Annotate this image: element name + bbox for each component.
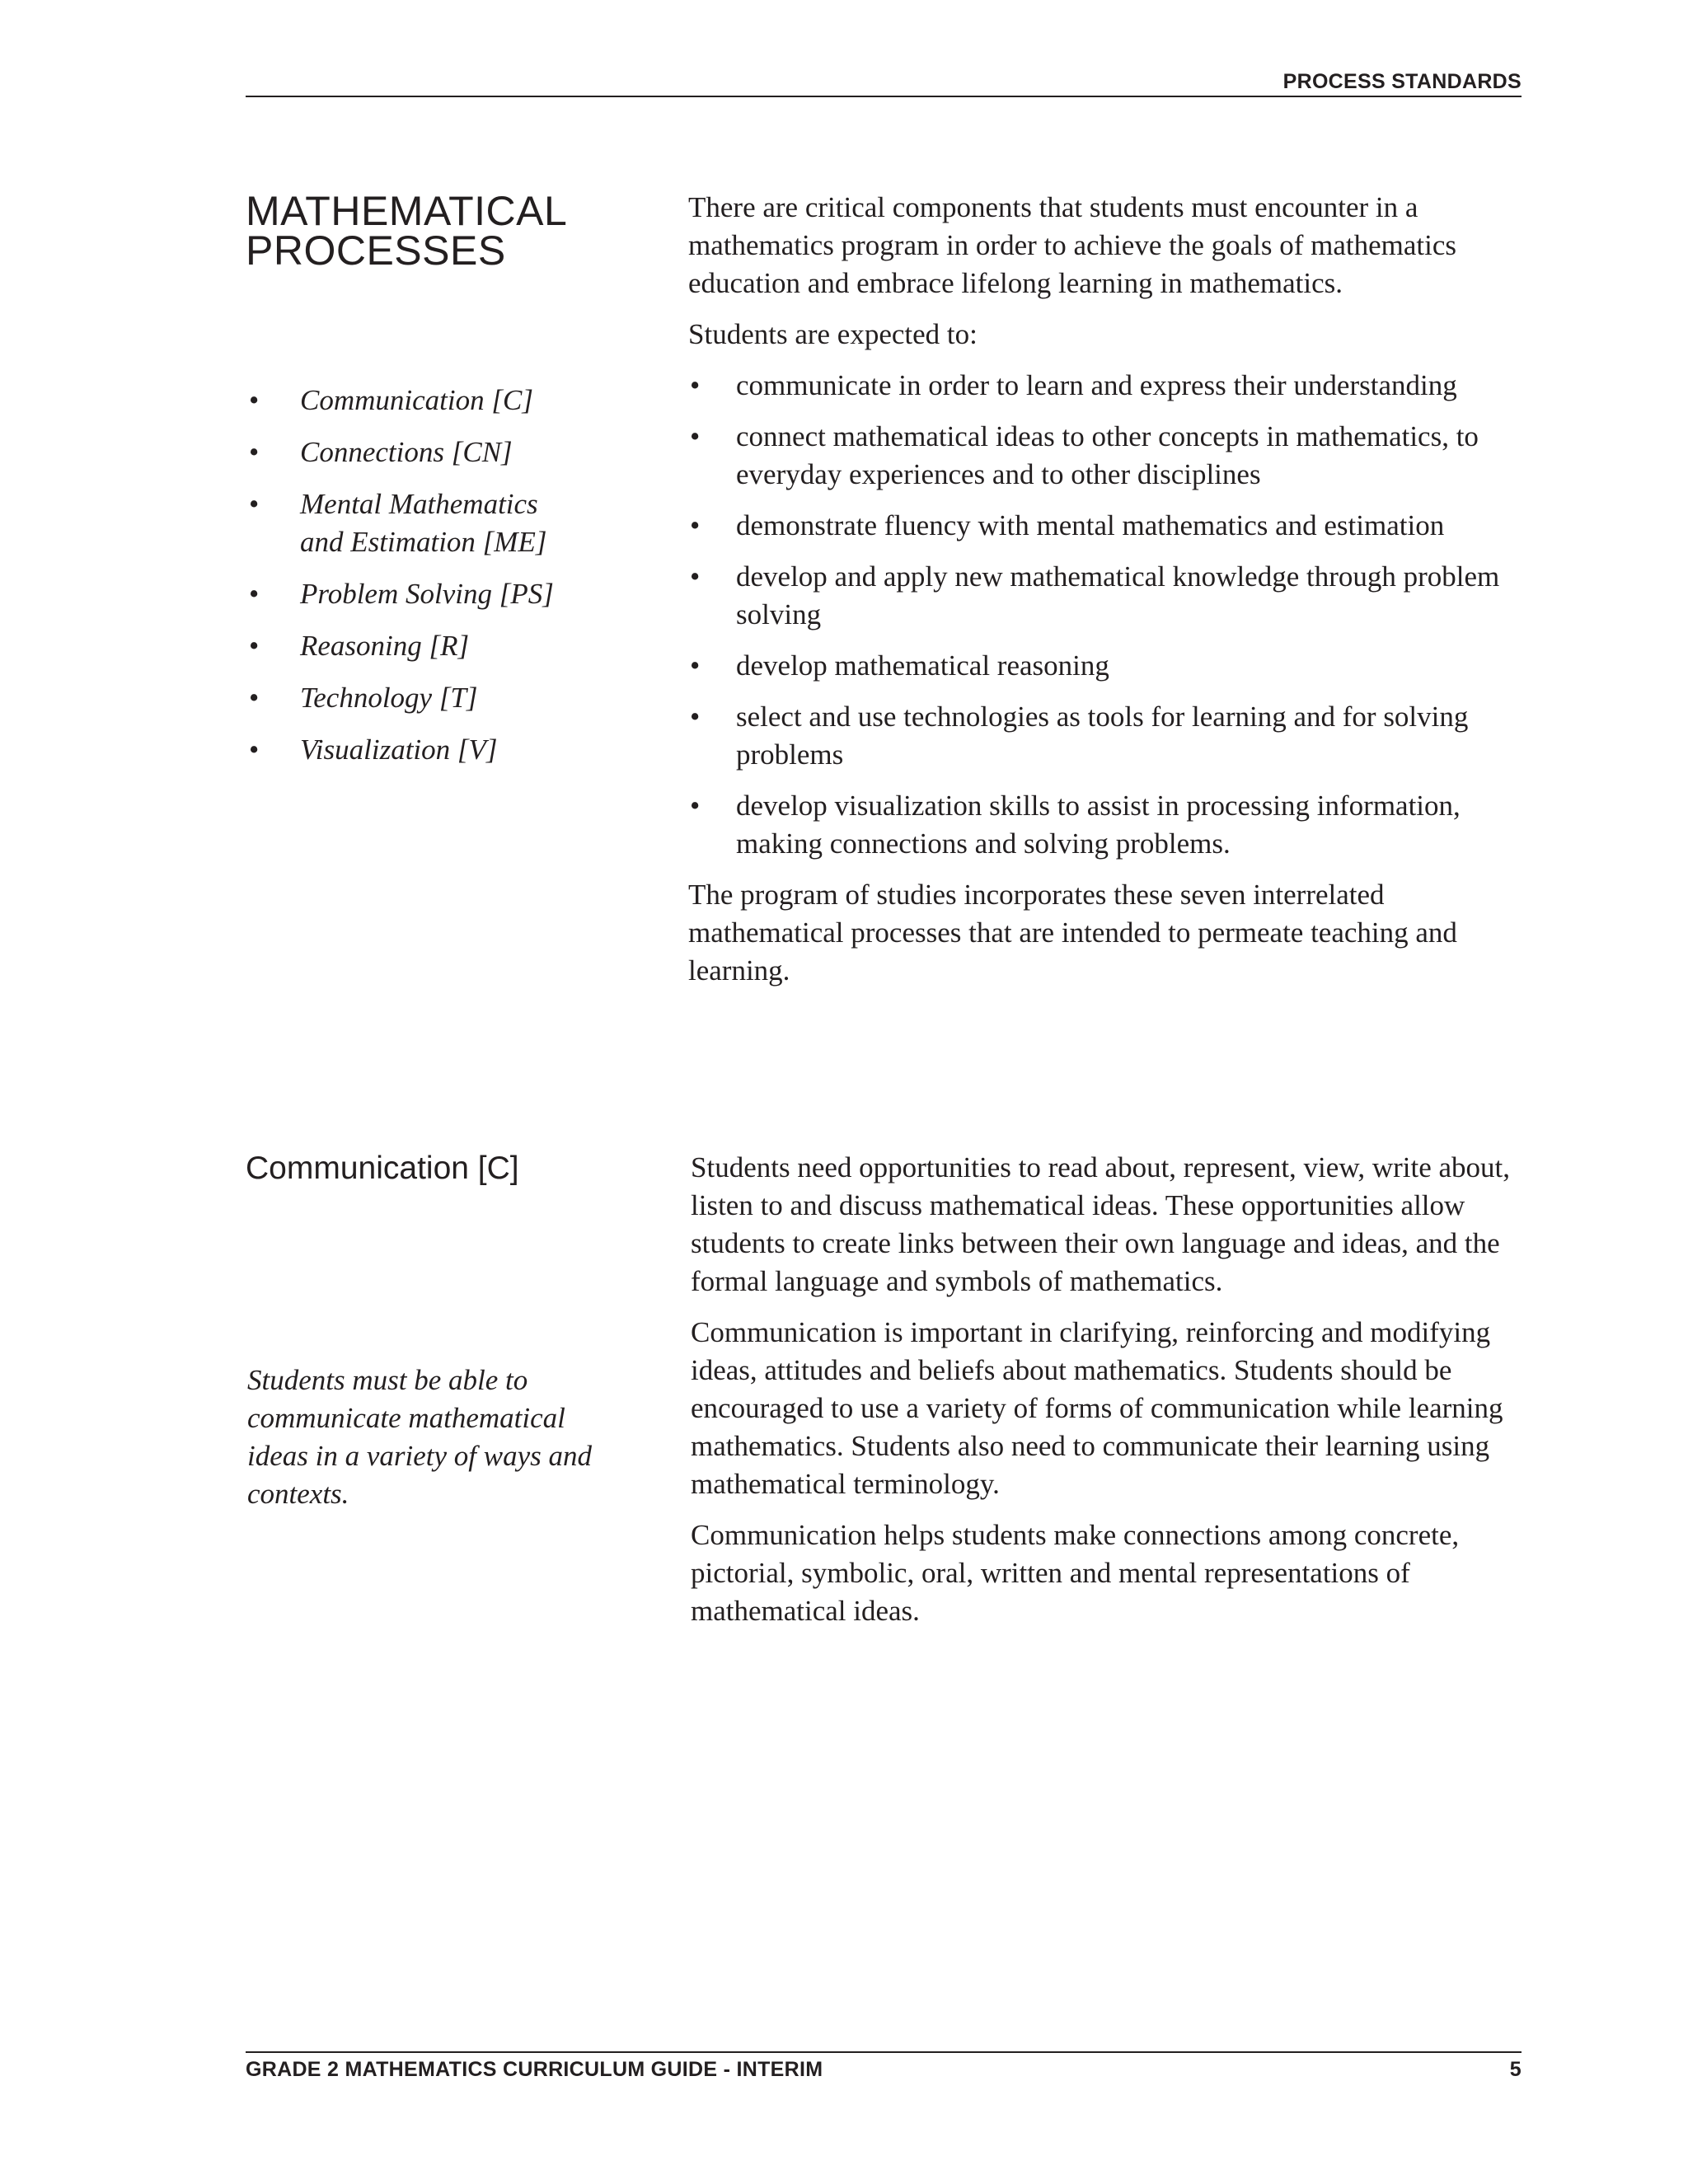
running-head	[246, 64, 1522, 97]
process-item: • Visualization [V]	[246, 731, 592, 769]
section2-body	[691, 1149, 1527, 1643]
expectation-item: • develop mathematical reasoning	[688, 647, 1525, 685]
expectations-lead: Students are expected to:	[688, 318, 978, 350]
process-item: • Communication [C]	[246, 382, 592, 419]
expectation-item: • connect mathematical ideas to other concepts in mathematics, to everyday experiences and to other disciplines	[688, 418, 1525, 494]
expectation-item: • select and use technologies as tools for learning and for solving problems	[688, 698, 1525, 774]
section1-body	[688, 189, 1525, 1003]
expectation-item: • develop visualization skills to assist in processing information, making connections and solving problems.	[688, 787, 1525, 863]
expectation-item: • demonstrate fluency with mental mathematics and estimation	[688, 507, 1525, 545]
section-title-mathematical-processes	[246, 188, 568, 274]
process-item: • Problem Solving [PS]	[246, 575, 592, 613]
body-paragraph: Students need opportunities to read about, represent, view, write about, listen to and discuss mathematical ideas. These opportunities allow students to create links between their own language and ideas, and the formal language and symbols of mathematics.	[691, 1151, 1510, 1297]
side-note: Students must be able to communicate mathematical ideas in a variety of ways and contexts.	[247, 1364, 593, 1510]
process-item: • Technology [T]	[246, 679, 592, 717]
process-list	[246, 382, 592, 783]
section-title-line-2: PROCESSES	[246, 227, 506, 274]
page-footer	[246, 2051, 1522, 2086]
body-paragraph: Communication is important in clarifying, reinforcing and modifying ideas, attitudes and beliefs about mathematics. Students should be encouraged to use a variety of forms of communication while learning mathematics. Students also need to communicate their learning using mathematical terminology.	[691, 1316, 1503, 1500]
process-item: • Reasoning [R]	[246, 627, 592, 665]
page-number: 5	[1509, 2058, 1522, 2081]
expectation-item: • communicate in order to learn and express their understanding	[688, 367, 1525, 405]
closing-paragraph: The program of studies incorporates these seven interrelated mathematical processes that are intended to permeate teaching and learning.	[688, 879, 1457, 987]
section-title-line-1: MATHEMATICAL	[246, 188, 568, 234]
body-paragraph: Communication helps students make connections among concrete, pictorial, symbolic, oral, written and mental representations of mathematical ideas.	[691, 1519, 1460, 1627]
expectation-item: • develop and apply new mathematical knowledge through problem solving	[688, 558, 1525, 634]
process-item: • Connections [CN]	[246, 434, 592, 471]
section-title-communication: Communication [C]	[246, 1151, 519, 1186]
intro-paragraph: There are critical components that students must encounter in a mathematics program in order to achieve the goals of mathematics education and embrace lifelong learning in mathematics.	[688, 191, 1457, 299]
running-head-text: PROCESS STANDARDS	[1282, 70, 1522, 93]
process-item: • Mental Mathematics and Estimation [ME]	[246, 485, 572, 561]
expectations-list	[688, 367, 1525, 863]
footer-guide-title: GRADE 2 MATHEMATICS CURRICULUM GUIDE - INTERIM	[246, 2058, 823, 2081]
